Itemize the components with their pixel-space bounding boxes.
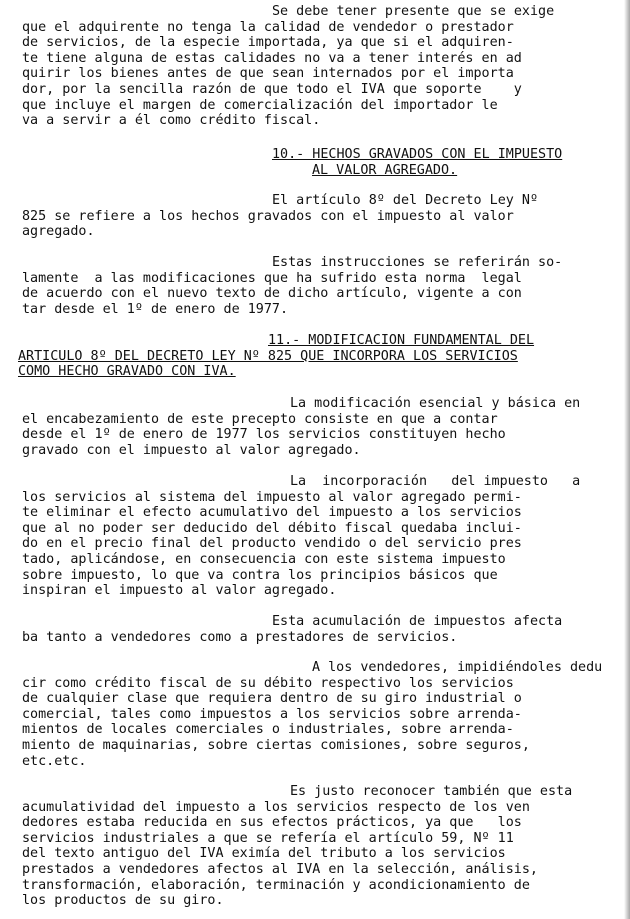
text-line: Esta acumulación de impuestos afecta: [272, 614, 563, 629]
section-heading-10: [22, 147, 622, 178]
text-line: Se debe tener presente que se exige: [272, 4, 555, 19]
text-line: del texto antiguo del IVA eximía del tributo a los servicios: [22, 846, 506, 862]
text-line: que incluye el margen de comercialización del importador le: [22, 97, 498, 113]
text-line: mientos de locales comerciales o industriales, sobre arrenda-: [22, 722, 514, 738]
paragraph-essential-modification: [22, 396, 622, 458]
text-line: Estas instrucciones se referirán so-: [272, 255, 563, 270]
text-line: prestados a vendedores afectos al IVA en la selección, análisis,: [22, 861, 538, 877]
text-line: dedores estaba reducida en sus efectos prácticos, ya que los: [22, 815, 522, 831]
heading-line: AL VALOR AGREGADO.: [312, 162, 458, 178]
text-line: cir como crédito fiscal de su débito respectivo los servicios: [22, 675, 514, 691]
text-line: desde el 1º de enero de 1977 los servicios constituyen hecho: [22, 427, 506, 443]
text-line: agregado.: [22, 224, 95, 240]
text-line: los servicios al sistema del impuesto al valor agregado permi-: [22, 489, 522, 505]
text-line: El artículo 8º del Decreto Ley Nº: [272, 193, 539, 208]
paragraph-incorporation: [22, 474, 622, 599]
text-line: tado, aplicándose, en consecuencia con este sistema impuesto: [22, 551, 506, 567]
text-line: tar desde el 1º de enero de 1977.: [22, 301, 289, 317]
paragraph-vendors: [22, 660, 622, 769]
heading-line: COMO HECHO GRAVADO CON IVA.: [18, 364, 236, 380]
text-line: te tiene alguna de estas calidades no va a tener interés en ad: [22, 50, 522, 66]
text-line: quirir los bienes antes de que sean internados por el importa: [22, 66, 514, 82]
text-line: A los vendedores, impidiéndoles dedu: [312, 660, 603, 675]
text-line: La incorporación del impuesto a: [290, 474, 581, 489]
text-line: Es justo reconocer también que esta: [290, 784, 573, 799]
paragraph-instructions: [22, 255, 622, 317]
text-line: los productos de su giro.: [22, 893, 224, 909]
text-line: do en el precio final del producto vendido o del servicio pres: [22, 536, 522, 552]
text-line: te eliminar el efecto acumulativo del impuesto a los servicios: [22, 505, 522, 521]
text-line: ba tanto a vendedores como a prestadores de servicios.: [22, 629, 458, 645]
heading-line: ARTICULO 8º DEL DECRETO LEY Nº 825 QUE INCORPORA LOS SERVICIOS: [18, 348, 518, 364]
text-line: transformación, elaboración, terminación y acondicionamiento de: [22, 877, 530, 893]
text-line: lamente a las modificaciones que ha sufrido esta norma legal: [22, 270, 522, 286]
paragraph-article-8: [22, 193, 622, 240]
text-line: el encabezamiento de este precepto consiste en que a contar: [22, 411, 498, 427]
paragraph-accumulativity: [22, 784, 622, 909]
text-line: de servicios, de la especie importada, ya que si el adquiren-: [22, 35, 514, 51]
text-line: gravado con el impuesto al valor agregado.: [22, 442, 361, 458]
text-line: La modificación esencial y básica en: [290, 396, 581, 411]
text-line: 825 se refiere a los hechos gravados con el impuesto al valor: [22, 208, 514, 224]
text-line: que el adquirente no tenga la calidad de vendedor o prestador: [22, 19, 514, 35]
text-line: inspiran el impuesto al valor agregado.: [22, 583, 337, 599]
paragraph-import-note: [22, 4, 622, 129]
text-line: sobre impuesto, lo que va contra los principios básicos que: [22, 567, 498, 583]
heading-line: 10.- HECHOS GRAVADOS CON EL IMPUESTO: [272, 147, 563, 162]
text-line: de cualquier clase que requiera dentro de su giro industrial o: [22, 691, 522, 707]
paragraph-accumulation: [22, 614, 622, 645]
text-line: comercial, tales como impuestos a los servicios sobre arrenda-: [22, 706, 522, 722]
text-line: acumulatividad del impuesto a los servicios respecto de los ven: [22, 799, 530, 815]
text-line: de acuerdo con el nuevo texto de dicho artículo, vigente a con: [22, 286, 522, 302]
text-line: que al no poder ser deducido del débito fiscal quedaba inclui-: [22, 520, 522, 536]
text-line: miento de maquinarias, sobre ciertas comisiones, sobre seguros,: [22, 737, 530, 753]
scan-edge-shadow: [624, 0, 630, 919]
section-heading-11: [18, 333, 622, 380]
text-line: etc.etc.: [22, 753, 87, 769]
heading-line: 11.- MODIFICACION FUNDAMENTAL DEL: [268, 333, 535, 348]
text-line: dor, por la sencilla razón de que todo el IVA que soporte y: [22, 81, 522, 97]
text-line: va a servir a él como crédito fiscal.: [22, 113, 321, 129]
text-line: servicios industriales a que se refería el artículo 59, Nº 11: [22, 830, 514, 846]
